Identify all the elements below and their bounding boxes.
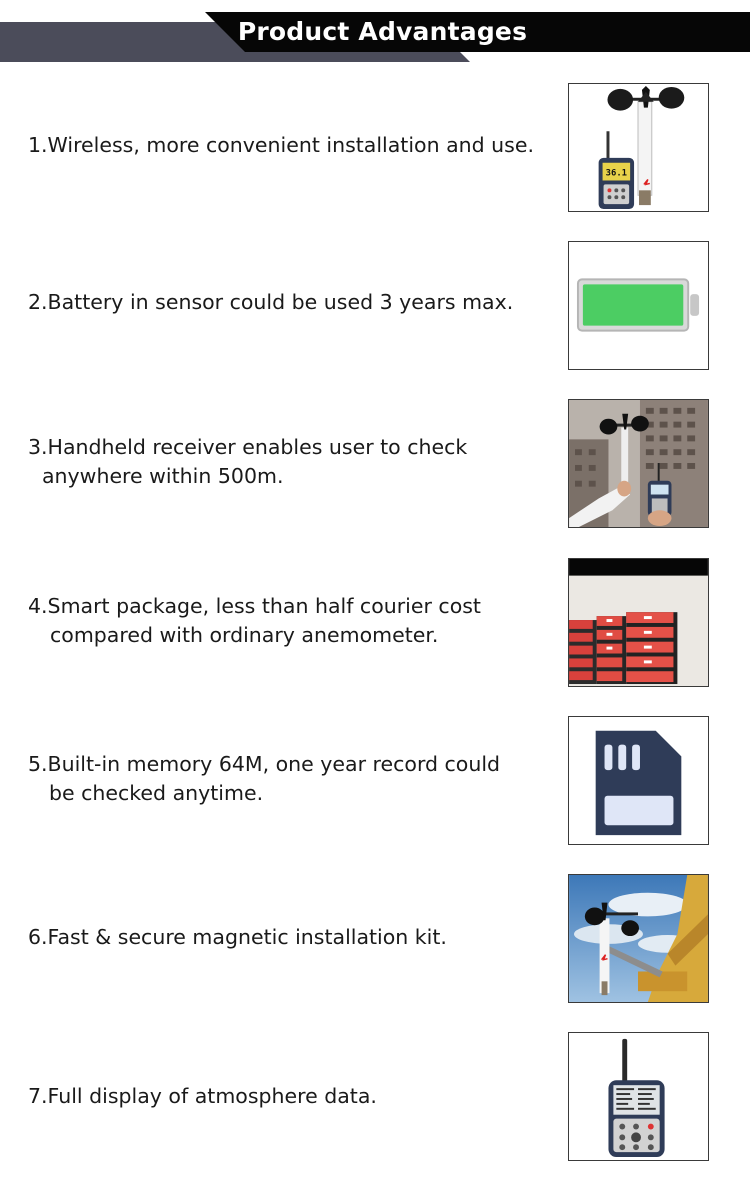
advantage-5-line1: 5.Built-in memory 64M, one year record could	[28, 752, 501, 776]
advantage-6-line1: 6.Fast & secure magnetic installation kit.	[28, 925, 447, 949]
battery-icon	[569, 242, 708, 369]
advantage-6-image	[568, 874, 709, 1003]
sd-card-icon	[569, 717, 708, 844]
anemometer-with-receiver-icon	[569, 84, 708, 211]
page-title: Product Advantages	[237, 17, 528, 46]
advantage-1-image	[568, 83, 709, 212]
handheld-outdoor-photo	[569, 400, 708, 527]
advantage-1-text	[28, 131, 553, 160]
advantage-2-text	[28, 288, 553, 317]
advantage-5-line2: be checked anytime.	[49, 781, 264, 805]
advantage-3-line2: anywhere within 500m.	[42, 464, 284, 488]
advantage-1-line1: 1.Wireless, more convenient installation and use.	[28, 133, 534, 157]
advantage-5-image	[568, 716, 709, 845]
advantage-2-image	[568, 241, 709, 370]
advantage-3-text	[28, 433, 553, 491]
receiver-reading: 36.1	[605, 168, 628, 179]
header-banner	[0, 0, 750, 64]
advantage-7-line1: 7.Full display of atmosphere data.	[28, 1084, 377, 1108]
advantage-4-line1: 4.Smart package, less than half courier cost	[28, 594, 481, 618]
advantage-4-text	[28, 592, 553, 650]
advantage-7-text	[28, 1082, 553, 1111]
advantage-6-text	[28, 923, 553, 952]
advantage-3-image	[568, 399, 709, 528]
advantage-2-line1: 2.Battery in sensor could be used 3 years max.	[28, 290, 514, 314]
magnetic-mount-photo	[569, 875, 708, 1002]
advantage-4-image	[568, 558, 709, 687]
advantage-7-image	[568, 1032, 709, 1161]
packages-photo	[569, 559, 708, 686]
advantage-4-line2: compared with ordinary anemometer.	[50, 623, 439, 647]
advantage-3-line1: 3.Handheld receiver enables user to check	[28, 435, 468, 459]
receiver-display-icon	[569, 1033, 708, 1160]
advantage-5-text	[28, 750, 553, 808]
